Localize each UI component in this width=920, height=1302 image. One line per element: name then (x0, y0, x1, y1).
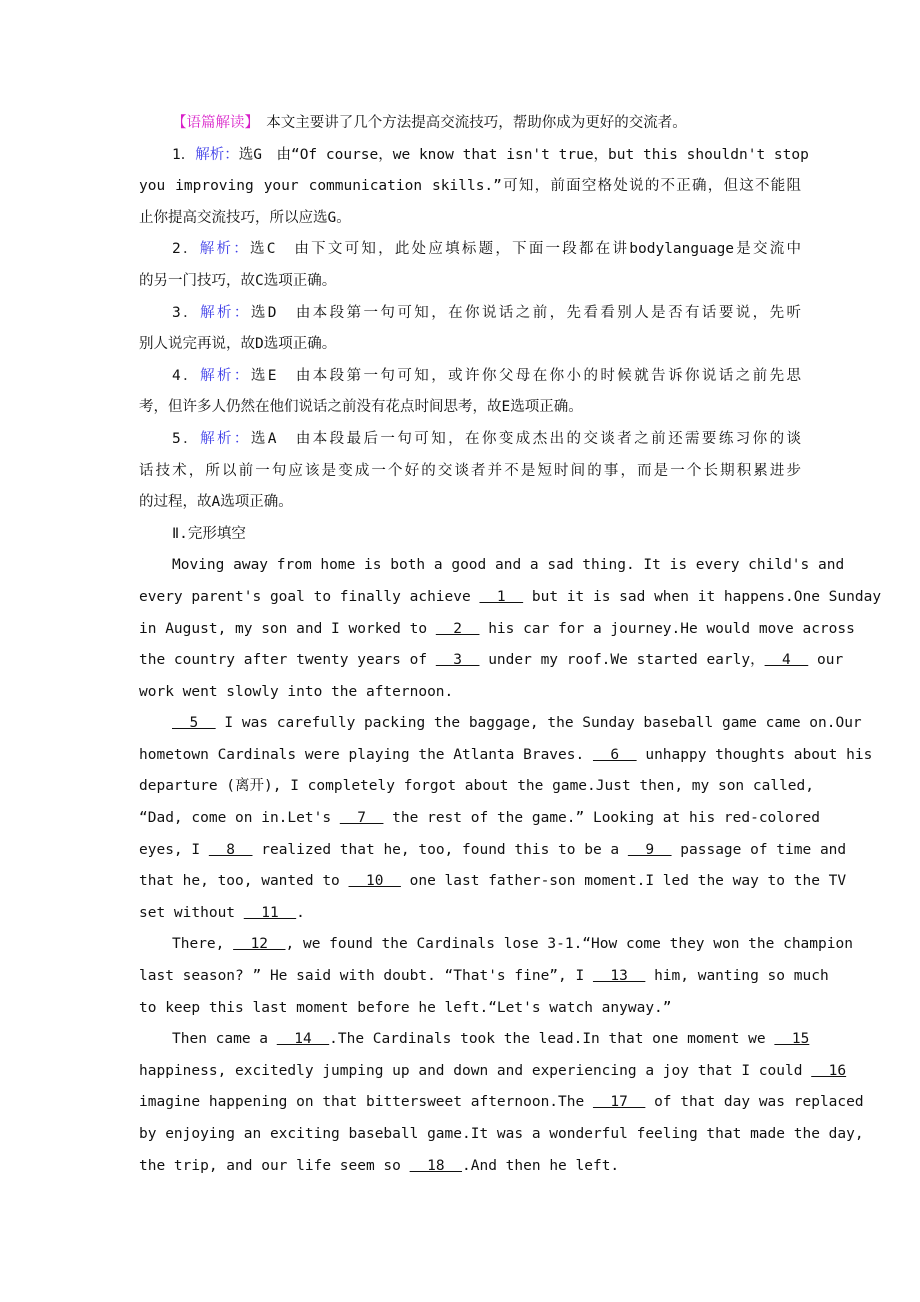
text-segment: imagine happening on that bittersweet afternoon.The (139, 1094, 593, 1111)
text-segment: .And then he left. (462, 1157, 620, 1174)
text-line (139, 898, 801, 930)
text-line (139, 361, 801, 393)
answer-blank: 11 (243, 904, 297, 921)
answer-blank: 9 (627, 841, 672, 858)
text-segment: his car for a journey.He would move across (479, 620, 855, 637)
text-segment: 2． (172, 241, 200, 258)
text-line (139, 645, 844, 677)
answer-blank: 18 (409, 1157, 463, 1174)
text-segment: 的另一门技巧，故C选项正确。 (139, 272, 337, 289)
answer-blank: 14 (276, 1031, 330, 1048)
paragraph (139, 708, 873, 929)
text-line (139, 835, 847, 867)
text-segment: you improving your communication skills.”可知，前面空格处说的不正确，但这不能阻 (139, 178, 801, 195)
passage-summary-label: 【语篇解读】 (172, 115, 252, 131)
text-segment: work went slowly into the afternoon. (139, 683, 454, 700)
text-segment: “Dad, come on in.Let's (139, 810, 340, 827)
text-segment: our (808, 652, 844, 669)
analysis-label: 解析： (200, 367, 251, 384)
text-line (139, 771, 815, 803)
analysis-label: 解析： (200, 304, 251, 321)
text-segment: 话技术，所以前一句应该是变成一个好的交谈者并不是短时间的事，而是一个长期积累进步 (139, 462, 801, 479)
text-line (139, 203, 801, 235)
text-segment: by enjoying an exciting baseball game.It was a wonderful feeling that made the day, (139, 1126, 864, 1142)
text-segment: 别人说完再说，故D选项正确。 (139, 336, 337, 353)
paragraph (139, 550, 882, 708)
answer-blank: 17 (592, 1094, 646, 1111)
text-line (139, 140, 809, 172)
text-line (139, 234, 801, 266)
text-line (139, 424, 801, 456)
text-line (139, 456, 801, 488)
text-segment: him, wanting so much (645, 968, 829, 985)
text-line (139, 487, 801, 519)
text-segment: unhappy thoughts about his (636, 746, 873, 763)
answer-blank: 5 (172, 715, 216, 732)
text-segment: 选C 由下文可知，此处应填标题，下面一段都在讲bodylanguage是交流中 (249, 241, 802, 258)
answer-blank: 8 (208, 841, 253, 858)
text-segment: I was carefully packing the baggage, the Sunday baseball game came on.Our (215, 715, 862, 732)
text-line (139, 519, 801, 551)
answer-blank: 2 (435, 620, 480, 637)
text-segment: but it is sad when it happens.One Sunday (523, 588, 882, 605)
text-line (139, 677, 801, 709)
answer-blank: 7 (339, 810, 384, 827)
text-line (139, 1087, 864, 1119)
text-line (139, 929, 853, 961)
paragraph (139, 140, 809, 235)
text-line (139, 1056, 847, 1088)
text-line (139, 803, 820, 835)
paragraph (139, 298, 801, 361)
text-line (139, 171, 801, 203)
analysis-label: 解析： (199, 241, 250, 258)
answer-blank: 15 (774, 1031, 810, 1048)
text-segment: in August, my son and I worked to (139, 620, 436, 637)
text-segment: . (296, 904, 305, 921)
paragraph (139, 929, 853, 1024)
text-segment: 4． (172, 367, 201, 384)
text-segment: 考，但许多人仍然在他们说话之前没有花点时间思考，故E选项正确。 (139, 399, 583, 416)
text-line (139, 582, 882, 614)
text-segment: hometown Cardinals were playing the Atlanta Braves. (139, 746, 593, 763)
answer-blank: 1 (479, 588, 524, 605)
text-segment: set without (139, 904, 244, 921)
text-line (139, 329, 801, 361)
text-segment: one last father-son moment.I led the way to the TV (400, 873, 847, 890)
summary-paragraph (139, 108, 801, 140)
text-line (139, 614, 855, 646)
text-segment: 选G 由“Of course，we know that isn't true，but this shouldn't stop (238, 146, 809, 163)
analysis-label: 解析： (195, 146, 239, 163)
text-segment: happiness, excitedly jumping up and down and experiencing a joy that I could (139, 1062, 812, 1079)
text-segment: 本文主要讲了几个方法提高交流技巧，帮助你成为更好的交流者。 (251, 115, 687, 131)
text-line (139, 708, 862, 740)
text-segment: Moving away from home is both a good and a sad thing. It is every child's and (172, 557, 845, 574)
text-line (139, 266, 801, 298)
text-segment: the trip, and our life seem so (139, 1157, 410, 1174)
text-segment: departure (离开), I completely forgot about the game.Just then, my son called, (139, 778, 815, 795)
paragraph (139, 424, 801, 519)
text-segment: , we found the Cardinals lose 3-1.“How come they won the champion (285, 936, 853, 953)
text-segment: the rest of the game.” Looking at his red-colored (383, 810, 820, 827)
analysis-label: 解析： (200, 430, 251, 447)
paragraph (139, 1024, 864, 1182)
text-segment: 选D 由本段第一句可知，在你说话之前，先看看别人是否有话要说，先听 (250, 304, 802, 321)
text-line (139, 108, 801, 140)
answer-blank: 4 (764, 652, 809, 669)
document-body (139, 108, 882, 1182)
text-line (139, 298, 801, 330)
text-segment: that he, too, wanted to (139, 873, 349, 890)
text-segment: eyes, I (139, 841, 209, 858)
text-segment: of that day was replaced (645, 1094, 864, 1111)
text-line (139, 1151, 801, 1183)
answer-blank: 3 (435, 652, 480, 669)
text-line (139, 392, 801, 424)
text-segment: 的过程，故A选项正确。 (139, 494, 293, 511)
answer-blank: 13 (592, 968, 646, 985)
answer-blank: 10 (348, 873, 401, 890)
text-segment: .The Cardinals took the lead.In that one moment we (329, 1031, 775, 1048)
text-segment: 选A 由本段最后一句可知，在你变成杰出的交谈者之前还需要练习你的谈 (250, 430, 802, 447)
section-heading (139, 519, 801, 551)
text-segment: to keep this last moment before he left.“Let's watch anyway.” (139, 999, 672, 1016)
text-segment: 选E 由本段第一句可知，或许你父母在你小的时候就告诉你说话之前先思 (250, 367, 802, 384)
text-line (139, 740, 873, 772)
answer-blank: 6 (592, 746, 637, 763)
text-segment: Then came a (172, 1031, 277, 1048)
text-segment: 止你提高交流技巧，所以应选G。 (139, 209, 351, 226)
text-line (139, 550, 845, 582)
paragraph (139, 361, 801, 424)
text-segment: the country after twenty years of (139, 652, 436, 669)
text-line (139, 866, 847, 898)
answer-blank: 12 (233, 936, 286, 953)
text-segment: 5． (172, 430, 201, 447)
text-segment: last season? ” He said with doubt. “That's fine”, I (139, 968, 593, 985)
text-line (139, 993, 801, 1025)
text-segment: passage of time and (671, 841, 847, 858)
text-segment: 1． (172, 146, 196, 163)
text-line (139, 1024, 810, 1056)
paragraph (139, 234, 801, 297)
text-segment: There, (172, 936, 234, 953)
text-segment: Ⅱ.完形填空 (172, 525, 246, 542)
text-segment: under my roof.We started early， (479, 652, 765, 669)
text-line (139, 961, 829, 993)
text-segment: realized that he, too, found this to be a (252, 841, 628, 858)
text-segment: every parent's goal to finally achieve (139, 588, 480, 605)
text-segment: 3． (172, 304, 201, 321)
answer-blank: 16 (811, 1062, 847, 1079)
text-line (139, 1119, 864, 1151)
